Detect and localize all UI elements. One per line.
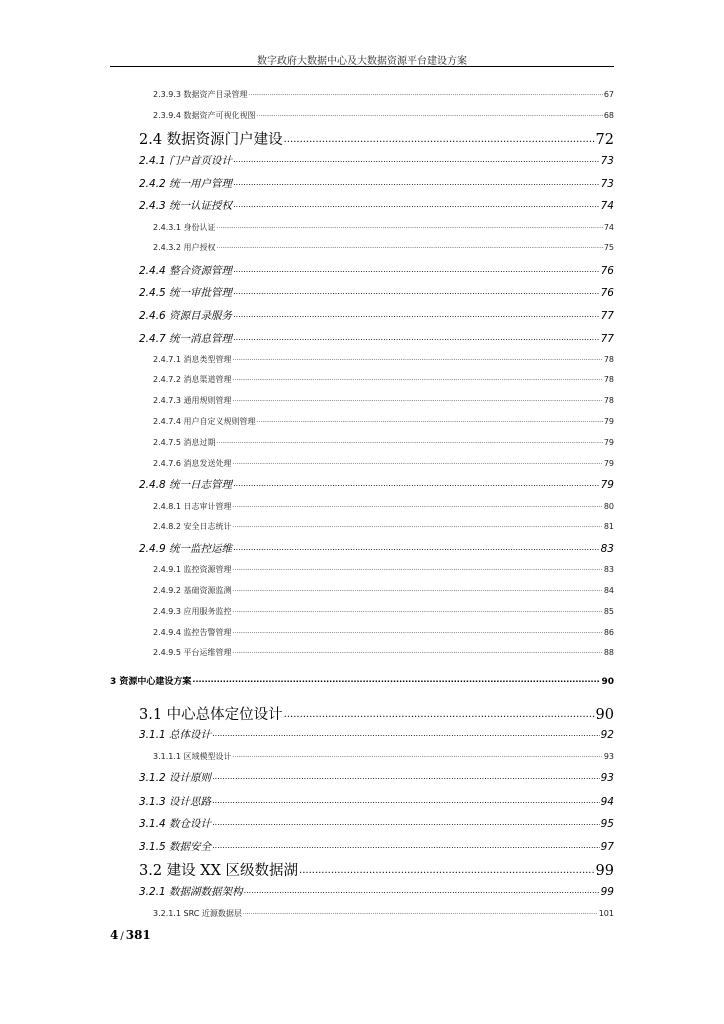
dot-leader bbox=[233, 265, 600, 274]
toc-entry-2-4-7-5[interactable] bbox=[153, 437, 614, 451]
toc-label: 2.4 数据资源门户建设 bbox=[139, 132, 283, 148]
dot-leader bbox=[233, 355, 603, 362]
toc-label: 2.4.7.4 用户自定义规则管理 bbox=[153, 417, 256, 426]
header-rule bbox=[110, 66, 614, 67]
toc-label: 2.4.3 统一认证授权 bbox=[139, 200, 233, 212]
toc-page-number: 101 bbox=[598, 909, 614, 918]
toc-label: 3.2.1 数据湖数据架构 bbox=[139, 886, 243, 898]
toc-entry-3-2[interactable] bbox=[139, 859, 614, 881]
toc-label: 3.1.1.1 区域模型设计 bbox=[153, 752, 232, 761]
toc-page-number: 78 bbox=[603, 396, 614, 405]
page-footer bbox=[110, 928, 151, 942]
toc-label: 3.1.1 总体设计 bbox=[139, 729, 212, 741]
dot-leader bbox=[217, 438, 603, 445]
dot-leader bbox=[243, 909, 598, 916]
toc-label: 2.4.9.2 基础资源监测 bbox=[153, 586, 232, 595]
toc-label: 2.4.7.2 消息渠道管理 bbox=[153, 375, 232, 384]
dot-leader bbox=[284, 709, 595, 720]
toc-entry-3[interactable] bbox=[110, 674, 614, 690]
toc-page-number: 84 bbox=[603, 586, 614, 595]
toc-page-number: 74 bbox=[603, 223, 614, 232]
toc-label: 2.4.1 门户首页设计 bbox=[139, 155, 233, 167]
toc-page-number: 67 bbox=[603, 90, 614, 99]
toc-page-number: 76 bbox=[600, 287, 614, 299]
dot-leader bbox=[212, 772, 600, 781]
toc-page-number: 79 bbox=[603, 438, 614, 447]
dot-leader bbox=[212, 818, 600, 827]
toc-page-number: 81 bbox=[603, 522, 614, 531]
toc-entry-3-2-1[interactable] bbox=[139, 884, 614, 900]
dot-leader bbox=[233, 565, 603, 572]
toc-label: 3.2.1.1 SRC 近源数据层 bbox=[153, 909, 242, 918]
toc-page-number: 77 bbox=[600, 333, 614, 345]
toc-entry-2-4-9-4[interactable] bbox=[153, 627, 614, 641]
dot-leader bbox=[233, 543, 600, 552]
dot-leader bbox=[233, 287, 600, 296]
dot-leader bbox=[233, 648, 603, 655]
toc-label: 2.4.7 统一消息管理 bbox=[139, 333, 233, 345]
toc-page-number: 79 bbox=[603, 459, 614, 468]
dot-leader bbox=[233, 155, 600, 164]
toc-page-number: 79 bbox=[603, 417, 614, 426]
toc-entry-2-4-9-3[interactable] bbox=[153, 606, 614, 620]
toc-page-number: 78 bbox=[603, 355, 614, 364]
toc-entry-3-1-3[interactable] bbox=[139, 794, 614, 810]
dot-leader bbox=[284, 134, 595, 145]
dot-leader bbox=[233, 586, 603, 593]
toc-label: 2.4.6 资源目录服务 bbox=[139, 310, 233, 322]
toc-label: 2.4.7.3 通用规则管理 bbox=[153, 396, 232, 405]
toc-label: 2.3.9.3 数据资产目录管理 bbox=[153, 90, 248, 99]
toc-entry-2-4-7-3[interactable] bbox=[153, 395, 614, 409]
toc-entry-2-4-6[interactable] bbox=[139, 308, 614, 324]
toc-label: 2.4.8.1 日志审计管理 bbox=[153, 502, 232, 511]
toc-label: 2.4.9.1 监控资源管理 bbox=[153, 565, 232, 574]
toc-label: 3 资源中心建设方案 bbox=[110, 677, 192, 687]
toc-page-number: 76 bbox=[600, 265, 614, 277]
toc-page-number: 80 bbox=[603, 502, 614, 511]
toc-entry-2-4-1[interactable] bbox=[139, 153, 614, 169]
toc-page-number: 95 bbox=[600, 818, 614, 830]
toc-label: 2.4.8.2 安全日志统计 bbox=[153, 522, 232, 531]
toc-entry-2-3-9-3[interactable] bbox=[153, 89, 614, 103]
toc-page-number: 93 bbox=[600, 772, 614, 784]
dot-leader bbox=[217, 243, 603, 250]
dot-leader bbox=[233, 333, 600, 342]
toc-entry-2-4-9[interactable] bbox=[139, 541, 614, 557]
toc-entry-3-1-1-1[interactable] bbox=[153, 751, 614, 765]
toc-page-number: 88 bbox=[603, 648, 614, 657]
dot-leader bbox=[233, 178, 600, 187]
toc-page-number: 86 bbox=[603, 628, 614, 637]
dot-leader bbox=[249, 90, 603, 97]
toc-label: 2.4.7.6 消息发送处理 bbox=[153, 459, 232, 468]
toc-entry-3-1-2[interactable] bbox=[139, 770, 614, 786]
toc-page-number: 99 bbox=[595, 863, 614, 879]
dot-leader bbox=[233, 607, 603, 614]
toc-page-number: 74 bbox=[600, 200, 614, 212]
dot-leader bbox=[233, 459, 603, 466]
toc-label: 2.4.7.5 消息过期 bbox=[153, 438, 216, 447]
current-page-number: 4 bbox=[110, 928, 119, 942]
dot-leader bbox=[233, 200, 600, 209]
dot-leader bbox=[212, 796, 600, 805]
toc-page-number: 79 bbox=[600, 479, 614, 491]
toc-label: 2.4.9.3 应用服务监控 bbox=[153, 607, 232, 616]
toc-entry-2-4-3-2[interactable] bbox=[153, 242, 614, 256]
toc-page-number: 75 bbox=[603, 243, 614, 252]
toc-entry-3-1[interactable] bbox=[139, 703, 614, 725]
toc-label: 3.1.3 设计思路 bbox=[139, 796, 212, 808]
toc-label: 2.4.7.1 消息类型管理 bbox=[153, 355, 232, 364]
toc-entry-2-4-7-6[interactable] bbox=[153, 458, 614, 472]
toc-label: 2.4.2 统一用户管理 bbox=[139, 178, 233, 190]
page-separator: / bbox=[120, 931, 124, 942]
toc-entry-3-2-1-1[interactable] bbox=[153, 908, 614, 922]
dot-leader bbox=[217, 223, 603, 230]
toc-page-number: 77 bbox=[600, 310, 614, 322]
toc-label: 2.4.3.1 身份认证 bbox=[153, 223, 216, 232]
toc-page-number: 97 bbox=[600, 841, 614, 853]
toc-entry-2-4[interactable] bbox=[139, 128, 614, 150]
toc-entry-2-4-3[interactable] bbox=[139, 198, 614, 214]
dot-leader bbox=[233, 375, 603, 382]
toc-page-number: 85 bbox=[603, 607, 614, 616]
dot-leader bbox=[233, 396, 603, 403]
toc-page-number: 92 bbox=[600, 729, 614, 741]
dot-leader bbox=[233, 479, 600, 488]
toc-entry-3-1-4[interactable] bbox=[139, 816, 614, 832]
toc-entry-2-4-7-1[interactable] bbox=[153, 354, 614, 368]
toc-entry-2-3-9-4[interactable] bbox=[153, 110, 614, 124]
toc-label: 2.4.4 整合资源管理 bbox=[139, 265, 233, 277]
toc-label: 2.4.5 统一审批管理 bbox=[139, 287, 233, 299]
dot-leader bbox=[233, 752, 603, 759]
dot-leader bbox=[257, 111, 603, 118]
toc-label: 2.4.9.5 平台运维管理 bbox=[153, 648, 232, 657]
toc-label: 2.4.9.4 监控告警管理 bbox=[153, 628, 232, 637]
toc-entry-2-4-7[interactable] bbox=[139, 331, 614, 347]
toc-label: 2.4.8 统一日志管理 bbox=[139, 479, 233, 491]
toc-label: 2.3.9.4 数据资产可视化视图 bbox=[153, 111, 256, 120]
toc-entry-2-4-8[interactable] bbox=[139, 477, 614, 493]
dot-leader bbox=[233, 522, 603, 529]
dot-leader bbox=[233, 310, 600, 319]
toc-label: 3.1.2 设计原则 bbox=[139, 772, 212, 784]
toc-page-number: 68 bbox=[603, 111, 614, 120]
toc-page-number: 73 bbox=[600, 178, 614, 190]
toc-page-number: 90 bbox=[595, 707, 614, 723]
toc-entry-2-4-9-5[interactable] bbox=[153, 647, 614, 661]
toc-page-number: 83 bbox=[600, 543, 614, 555]
toc-entry-2-4-8-1[interactable] bbox=[153, 501, 614, 515]
page-header: 数字政府大数据中心及大数据资源平台建设方案 bbox=[257, 56, 467, 67]
toc-page-number: 83 bbox=[603, 565, 614, 574]
toc-entry-2-4-3-1[interactable] bbox=[153, 222, 614, 236]
toc-label: 2.4.3.2 用户授权 bbox=[153, 243, 216, 252]
toc-page-number: 72 bbox=[595, 132, 614, 148]
dot-leader bbox=[233, 628, 603, 635]
toc-label: 3.1.5 数据安全 bbox=[139, 841, 212, 853]
toc-entry-3-1-5[interactable] bbox=[139, 839, 614, 855]
toc-page-number: 78 bbox=[603, 375, 614, 384]
dot-leader bbox=[233, 502, 603, 509]
toc-entry-2-4-7-4[interactable] bbox=[153, 416, 614, 430]
toc-page-number: 99 bbox=[600, 886, 614, 898]
toc-page-number: 94 bbox=[600, 796, 614, 808]
dot-leader bbox=[257, 417, 603, 424]
toc-label: 3.2 建设 XX 区级数据湖 bbox=[139, 863, 299, 879]
toc-entry-2-4-9-1[interactable] bbox=[153, 564, 614, 578]
toc-entry-2-4-4[interactable] bbox=[139, 263, 614, 279]
toc-entry-2-4-9-2[interactable] bbox=[153, 585, 614, 599]
toc-entry-2-4-2[interactable] bbox=[139, 176, 614, 192]
dot-leader bbox=[212, 729, 600, 738]
dot-leader bbox=[212, 841, 600, 850]
dot-leader bbox=[244, 886, 600, 895]
toc-label: 3.1 中心总体定位设计 bbox=[139, 707, 283, 723]
toc-page-number: 73 bbox=[600, 155, 614, 167]
toc-page-number: 90 bbox=[601, 677, 614, 687]
toc-entry-2-4-5[interactable] bbox=[139, 285, 614, 301]
toc-entry-3-1-1[interactable] bbox=[139, 727, 614, 743]
dot-leader bbox=[299, 865, 595, 876]
total-pages: 381 bbox=[125, 928, 151, 942]
toc-entry-2-4-8-2[interactable] bbox=[153, 521, 614, 535]
toc-entry-2-4-7-2[interactable] bbox=[153, 374, 614, 388]
dot-leader bbox=[192, 675, 600, 684]
toc-label: 3.1.4 数仓设计 bbox=[139, 818, 212, 830]
toc-page-number: 93 bbox=[603, 752, 614, 761]
toc-label: 2.4.9 统一监控运维 bbox=[139, 543, 233, 555]
